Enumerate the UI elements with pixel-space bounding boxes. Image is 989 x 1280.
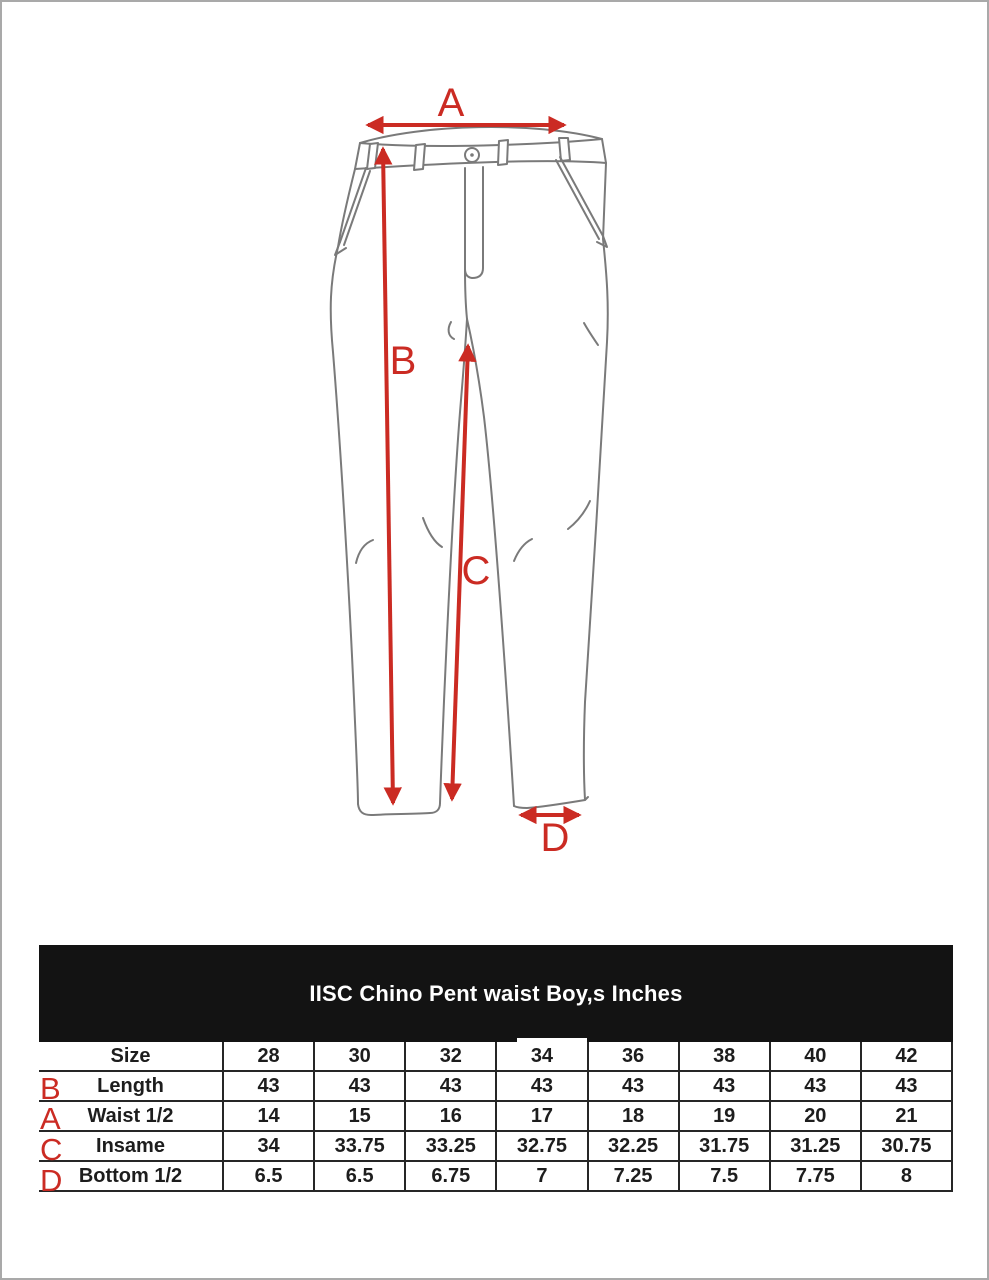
cell: 32.75 bbox=[496, 1131, 587, 1161]
cell: 7.75 bbox=[770, 1161, 861, 1191]
row-label: Length bbox=[39, 1071, 223, 1101]
size-chart-title: IISC Chino Pent waist Boy,s Inches bbox=[39, 945, 953, 1042]
measure-label-b: B bbox=[389, 339, 417, 383]
col-header: 28 bbox=[223, 1042, 314, 1071]
col-header: 32 bbox=[405, 1042, 496, 1071]
cell: 6.75 bbox=[405, 1161, 496, 1191]
cell: 43 bbox=[588, 1071, 679, 1101]
cell: 43 bbox=[405, 1071, 496, 1101]
size-chart bbox=[39, 945, 953, 1198]
cell: 43 bbox=[770, 1071, 861, 1101]
table-row-inseam bbox=[39, 1131, 952, 1161]
cell: 17 bbox=[496, 1101, 587, 1131]
row-label: Bottom 1/2 bbox=[39, 1161, 223, 1191]
col-header: 40 bbox=[770, 1042, 861, 1071]
cell: 31.75 bbox=[679, 1131, 770, 1161]
band-notch bbox=[517, 1038, 587, 1043]
measure-label-d: D bbox=[540, 816, 570, 860]
cell: 7.25 bbox=[588, 1161, 679, 1191]
row-letter-a: A bbox=[40, 1101, 61, 1136]
table-row-bottom bbox=[39, 1161, 952, 1191]
col-header: 36 bbox=[588, 1042, 679, 1071]
cell: 32.25 bbox=[588, 1131, 679, 1161]
table-row-length bbox=[39, 1071, 952, 1101]
cell: 21 bbox=[861, 1101, 952, 1131]
row-label: Insame bbox=[39, 1131, 223, 1161]
col-header: 42 bbox=[861, 1042, 952, 1071]
measure-label-c: C bbox=[461, 549, 491, 593]
col-header: 30 bbox=[314, 1042, 405, 1071]
pocket-right bbox=[556, 157, 607, 247]
cell: 6.5 bbox=[223, 1161, 314, 1191]
cell: 34 bbox=[223, 1131, 314, 1161]
cell: 43 bbox=[861, 1071, 952, 1101]
cell: 6.5 bbox=[314, 1161, 405, 1191]
measure-b-length-arrow bbox=[383, 149, 393, 803]
fly-stitch bbox=[465, 167, 483, 319]
cell: 43 bbox=[496, 1071, 587, 1101]
cell: 7.5 bbox=[679, 1161, 770, 1191]
cell: 33.75 bbox=[314, 1131, 405, 1161]
pants-measurement-diagram bbox=[2, 2, 989, 902]
waist-button-icon bbox=[465, 148, 479, 162]
row-letter-c: C bbox=[40, 1132, 63, 1167]
cell: 31.25 bbox=[770, 1131, 861, 1161]
cell: 8 bbox=[861, 1161, 952, 1191]
size-table bbox=[39, 1042, 953, 1192]
row-letter-b: B bbox=[40, 1071, 61, 1106]
row-label: Waist 1/2 bbox=[39, 1101, 223, 1131]
cell: 20 bbox=[770, 1101, 861, 1131]
col-header: 34 bbox=[496, 1042, 587, 1071]
cell: 7 bbox=[496, 1161, 587, 1191]
col-header-size: Size bbox=[39, 1042, 223, 1071]
measure-label-a: A bbox=[437, 81, 465, 125]
col-header: 38 bbox=[679, 1042, 770, 1071]
cell: 43 bbox=[679, 1071, 770, 1101]
legs-outline bbox=[331, 163, 608, 815]
cell: 14 bbox=[223, 1101, 314, 1131]
table-row-header bbox=[39, 1042, 952, 1071]
cell: 43 bbox=[223, 1071, 314, 1101]
table-row-waist bbox=[39, 1101, 952, 1131]
cell: 18 bbox=[588, 1101, 679, 1131]
cell: 43 bbox=[314, 1071, 405, 1101]
cell: 16 bbox=[405, 1101, 496, 1131]
row-letter-d: D bbox=[40, 1163, 63, 1198]
cell: 30.75 bbox=[861, 1131, 952, 1161]
cell: 33.25 bbox=[405, 1131, 496, 1161]
cell: 19 bbox=[679, 1101, 770, 1131]
cell: 15 bbox=[314, 1101, 405, 1131]
